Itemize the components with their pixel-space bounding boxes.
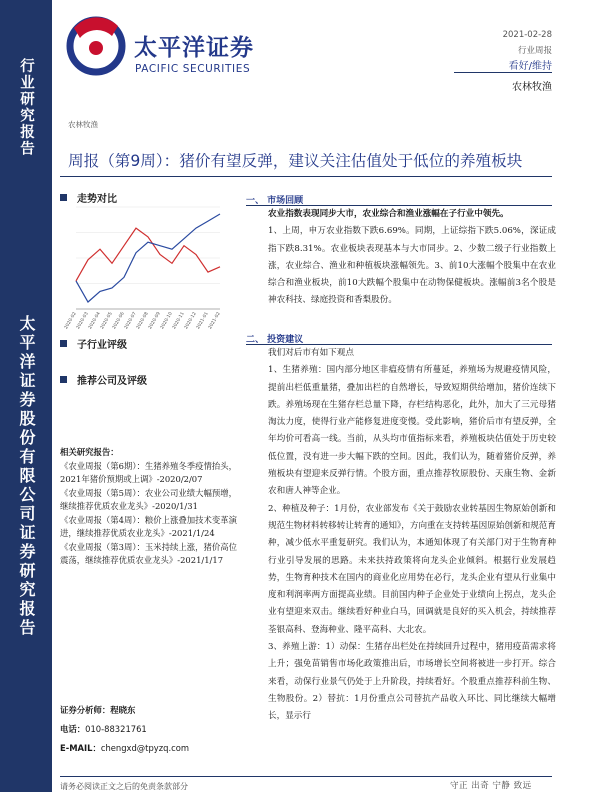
advice-upstream: 3、养殖上游：1）动保：生猪存出栏处在持续回升过程中，猪用疫苗需求将上升；强免苗销售市场化政策推出后，市场增长空间将被进一步打开。综合来看，动保行业景气仍处于上升阶段，持续看好。个股重点推荐科前生物、生物股份。2）替抗：1月份重点公司替抗产品收入环比、同比继续大幅增长，显示行 xyxy=(268,642,556,722)
market-review-text xyxy=(268,206,556,310)
recommend-heading xyxy=(60,372,147,387)
x-tick-label: 2020-06 xyxy=(111,311,126,331)
breadcrumb: 农林牧渔 xyxy=(68,120,98,129)
industry-rating: 看好/维持 xyxy=(508,61,552,72)
title-divider xyxy=(60,176,552,177)
x-tick-label: 2020-05 xyxy=(99,311,114,331)
analyst-name: 程晓东 xyxy=(110,705,136,715)
sector-name: 农林牧渔 xyxy=(512,82,552,93)
email-label: E-MAIL： xyxy=(60,743,101,753)
related-report-item[interactable]: 《农业周报（第6期）：生猪养殖冬季疫情抬头，2021年猪价预期或上调》-2020/2/07 xyxy=(60,460,238,484)
analyst-email[interactable]: chengxd@tpyzq.com xyxy=(100,743,189,753)
sidebar xyxy=(0,0,52,792)
x-tick-label: 2021-02 xyxy=(207,311,222,331)
sub-rating-heading-label: 子行业评级 xyxy=(77,340,127,351)
x-tick-label: 2020-07 xyxy=(123,311,138,331)
section-investment-heading: 二、 投资建议 xyxy=(246,335,304,345)
heading-marker xyxy=(60,376,67,383)
x-tick-label: 2021-01 xyxy=(195,311,210,331)
heading-marker xyxy=(60,194,67,201)
page-title: 周报（第9周）：猪价有望反弹，建议关注估值处于低位的养殖板块 xyxy=(68,152,523,170)
sub-rating-heading xyxy=(60,336,127,351)
investment-intro: 我们对后市有如下观点 xyxy=(268,348,354,358)
brand-name-en: PACIFIC SECURITIES xyxy=(135,63,251,75)
report-type: 行业周报 xyxy=(517,46,552,56)
phone-row xyxy=(60,720,189,739)
x-tick-label: 2020-12 xyxy=(183,311,198,331)
related-reports-heading: 相关研究报告： xyxy=(60,447,119,457)
market-review-body: 1、上周，申万农业指数下跌6.69%。同期，上证综指下跌5.06%，深证成指下跌8.31%。农业板块表现基本与大市同步。2、少数二级子行业指数上涨，农业综合、渔业和种植板块涨幅领先。3、前10大涨幅个股集中在农业综合和渔业板块，前10大跌幅个股集中在动物保健板块。涨幅前3名个股是神农科技、绿庭投资和香梨股份。 xyxy=(268,226,556,306)
x-tick-label: 2020-09 xyxy=(147,311,162,331)
investment-advice-text xyxy=(268,345,556,726)
x-tick-label: 2020-08 xyxy=(135,311,150,331)
x-tick-label: 2020-10 xyxy=(159,311,174,331)
related-report-item[interactable]: 《农业周报（第3周）：玉米持续上涨，猪价高位震荡，继续推荐优质农业龙头》-2021/1/17 xyxy=(60,541,238,565)
report-date: 2021-02-28 xyxy=(502,30,552,40)
sidebar-company-label: 太平洋证券股份有限公司证券研究报告 xyxy=(17,314,36,638)
phone-label: 电话： xyxy=(60,724,86,734)
footer-disclaimer: 请务必阅读正文之后的免责条款部分 xyxy=(60,782,188,791)
pacific-securities-logo xyxy=(66,16,126,76)
advice-hog-farming: 1、生猪养殖：国内部分地区非瘟疫情有所蔓延，养殖场为规避疫情风险，提前出栏低重量猪，叠加出栏的自然增长，导致短期供给增加，猪价连续下跌。养殖场现在生猪存栏总量下降，存栏结构恶化，此外，加大了三元母猪淘汰力度，使得行业产能修复进度变慢。受此影响，猪价后市有望反弹，全年均价可看高一线。当前，从头均市值指标来看，养殖板块估值处于历史较低位置，没有进一步大幅下跌的空间。因此，我们认为，随着猪价反弹，养殖板块有望迎来反弹行情。个股方面，重点推荐牧原股份、天康生物、金新农和唐人神等企业。 xyxy=(268,365,556,497)
analyst-label: 证券分析师： xyxy=(60,705,111,715)
trend-chart xyxy=(64,201,226,335)
recommend-heading-label: 推荐公司及评级 xyxy=(77,376,147,387)
x-tick-label: 2020-03 xyxy=(75,311,90,331)
x-tick-label: 2020-02 xyxy=(64,311,78,331)
email-row xyxy=(60,739,189,758)
advice-seeds: 2、种植及种子：1月份，农业部发布《关于鼓励农业转基因生物原始创新和规范生物材料转移转让转育的通知》，方向重在支持转基因原始创新和规范育种，减少低水平重复研究。我们认为，本通知体现了有关部门对于生物育种行业引导发展的思路。未来扶持政策将向龙头企业倾斜。根据行业发展趋势，生物育种技术在国内的商业化应用势在必行，龙头企业有望从行业集中度和利润率两方面提高业绩。目前国内种子企业处于业绩向上拐点，龙头企业有望迎来双击。继续看好种业白马，回调就是良好的买入机会，持续推荐荃银高科、登海种业、隆平高科、大北农。 xyxy=(268,503,556,635)
x-tick-label: 2020-04 xyxy=(87,311,102,331)
x-tick-label: 2020-11 xyxy=(171,311,186,331)
analyst-phone: 010-88321761 xyxy=(85,724,147,734)
rating-divider xyxy=(454,72,552,73)
analyst-info xyxy=(60,701,189,758)
related-report-item[interactable]: 《农业周报（第5周）：农业公司业绩大幅预增，继续推荐优质农业龙头》-2020/1/31 xyxy=(60,487,238,511)
heading-marker xyxy=(60,340,67,347)
analyst-row xyxy=(60,701,189,720)
section-market-review-heading: 一、 市场回顾 xyxy=(246,196,304,206)
footer-divider xyxy=(60,776,552,777)
related-reports xyxy=(60,446,238,568)
sidebar-report-category: 行业研究报告 xyxy=(18,57,34,157)
series-line xyxy=(76,228,220,281)
footer-motto: 守正 出奇 宁静 致远 xyxy=(450,781,532,791)
trend-heading-label: 走势对比 xyxy=(77,194,117,205)
market-review-lead: 农业指数表现同步大市，农业综合和渔业涨幅在子行业中领先。 xyxy=(268,209,509,219)
related-report-item[interactable]: 《农业周报（第4周）：粮价上涨叠加技术变革演进，继续推荐优质农业龙头》-2021/1/24 xyxy=(60,514,238,538)
brand-name-cn: 太平洋证券 xyxy=(134,35,254,61)
